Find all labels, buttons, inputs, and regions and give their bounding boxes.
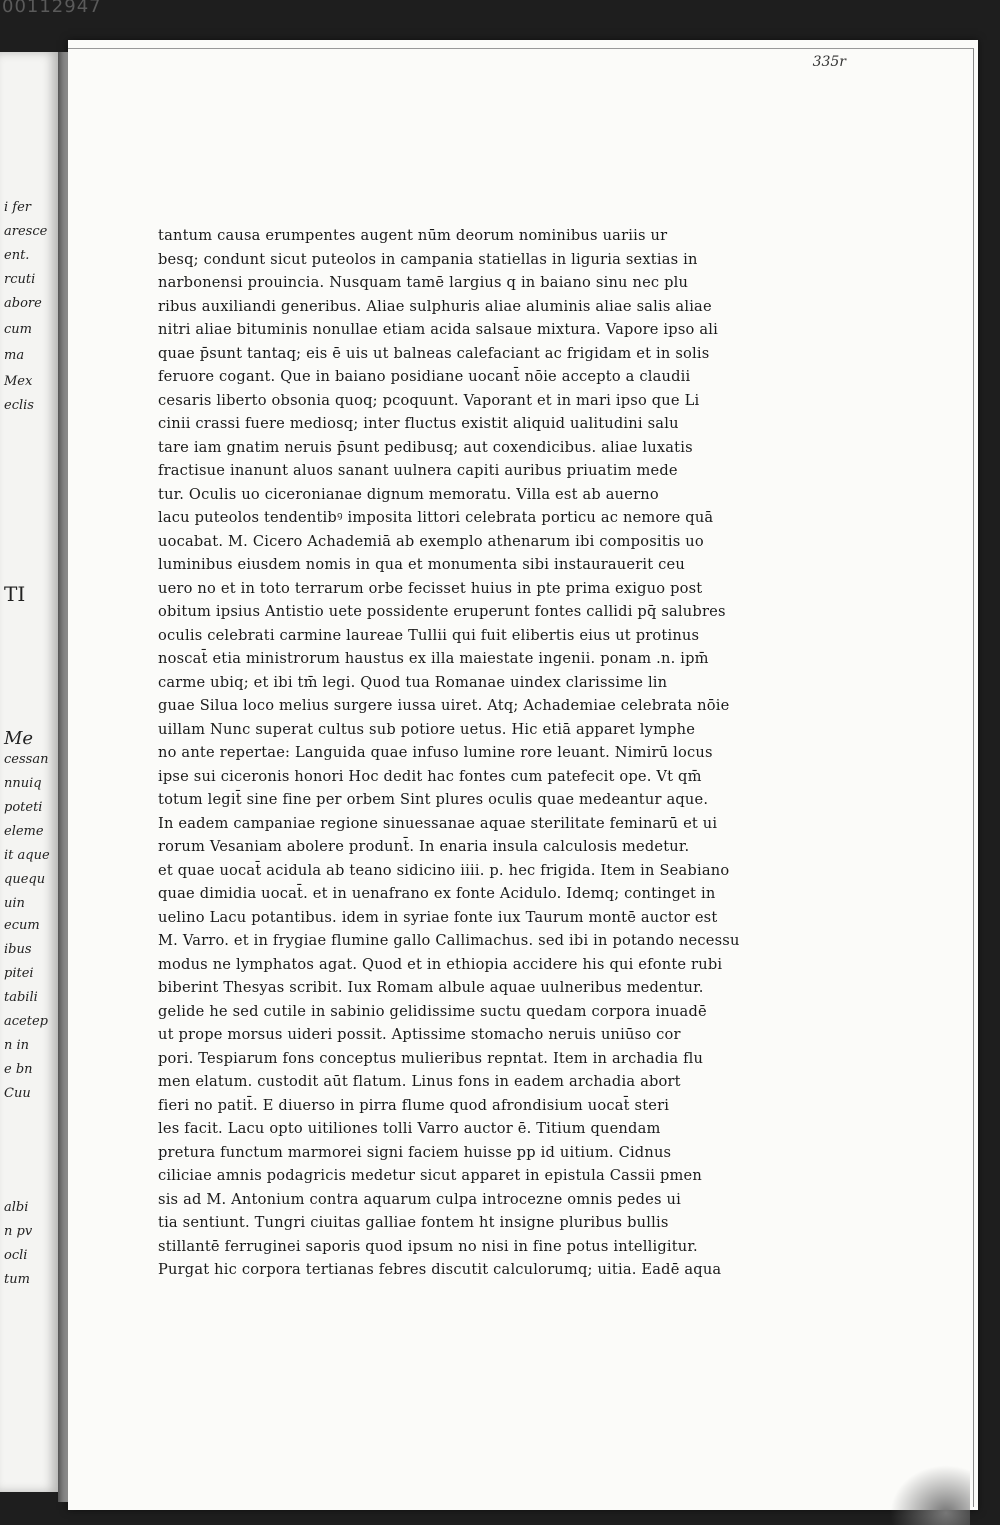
left-margin-fragment: eclis xyxy=(4,398,34,413)
left-margin-fragment: abore xyxy=(4,296,42,311)
left-margin-fragment: Me xyxy=(4,728,34,749)
left-margin-fragment: ecum xyxy=(4,918,40,933)
left-margin-fragment: acetep xyxy=(4,1014,48,1029)
left-margin-fragment: n in xyxy=(4,1038,30,1053)
text-line: fractisue inanunt aluos sanant uulnera capiti auribus priuatim mede xyxy=(158,462,678,479)
text-line: totum legit̄ sine fine per orbem Sint plures oculis quae medeantur aque. xyxy=(158,791,709,808)
left-margin-fragment: TI xyxy=(4,582,26,606)
left-margin-fragment: Cuu xyxy=(4,1086,31,1101)
left-margin-fragment: eleme xyxy=(4,824,44,839)
left-margin-fragment: pitei xyxy=(4,966,34,981)
left-margin-fragment: aresce xyxy=(4,224,48,239)
left-margin-fragment: e bn xyxy=(4,1062,33,1077)
left-margin-fragment: quequ xyxy=(4,872,46,887)
left-margin-fragment: tabili xyxy=(4,990,38,1005)
text-line: M. Varro. et in frygiae flumine gallo Callimachus. sed ibi in potando necessu xyxy=(158,932,740,949)
text-line: quae p̄sunt tantaq; eis ē uis ut balneas calefaciant ac frigidam et in solis xyxy=(158,344,710,362)
text-line: noscat̄ etia ministrorum haustus ex illa maiestate ingenii. ponam .n. ipm̄ xyxy=(158,650,709,667)
left-margin-fragment: ocli xyxy=(4,1248,28,1263)
text-line: nitri aliae bituminis nonullae etiam acida salsaue mixtura. Vapore ipso ali xyxy=(158,321,718,338)
left-page-edge xyxy=(0,52,61,1492)
text-line: ipse sui ciceronis honori Hoc dedit hac fontes cum patefecit ope. Vt qm̄ xyxy=(158,767,702,785)
text-line: obitum ipsius Antistio uete possidente eruperunt fontes callidi pq̄ salubres xyxy=(158,603,726,620)
text-line: ciliciae amnis podagricis medetur sicut apparet in epistula Cassii pmen xyxy=(158,1167,702,1184)
text-line: ut prope morsus uideri possit. Aptissime stomacho neruis uniūso cor xyxy=(158,1026,681,1043)
left-margin-fragment: nnuiq xyxy=(4,776,42,791)
text-line: pori. Tespiarum fons conceptus mulieribus repntat. Item in archadia flu xyxy=(158,1049,704,1067)
text-line: et quae uocat̄ acidula ab teano sidicino iiii. p. hec frigida. Item in Seabiano xyxy=(158,861,730,879)
left-margin-fragment: Mex xyxy=(4,374,33,389)
text-line: no ante repertae: Languida quae infuso lumine rore leuant. Nimirū locus xyxy=(158,744,713,761)
text-line: biberint Thesyas scribit. Iux Romam albule aquae uulneribus medentur. xyxy=(158,979,704,996)
text-line: cesaris liberto obsonia quoq; pcoquunt. Vaporant et in mari ipso que Li xyxy=(158,391,700,409)
text-line: uocabat. M. Cicero Achademiā ab exemplo athenarum ibi compositis uo xyxy=(158,532,704,550)
text-line: les facit. Lacu opto uitiliones tolli Varro auctor ē. Titium quendam xyxy=(158,1120,661,1137)
left-margin-fragment: ibus xyxy=(4,942,32,957)
text-block xyxy=(158,224,838,1282)
text-line: tantum causa erumpentes augent nūm deorum nominibus uariis ur xyxy=(158,227,668,244)
text-line: tia sentiunt. Tungri ciuitas galliae fontem ht insigne pluribus bullis xyxy=(158,1214,669,1231)
text-line: pretura functum marmorei signi faciem huisse pp id uitium. Cidnus xyxy=(158,1143,672,1161)
text-line: uero no et in toto terrarum orbe fecisset huius in pte prima exiguo post xyxy=(158,579,703,597)
text-line: narbonensi prouincia. Nusquam tamē largius q in baiano sinu nec plu xyxy=(158,274,689,291)
text-line: uillam Nunc superat cultus sub potiore uetus. Hic etiā apparet lymphe xyxy=(158,720,696,738)
manuscript-page xyxy=(68,40,978,1510)
text-line: Purgat hic corpora tertianas febres discutit calculorumq; uitia. Eadē aqua xyxy=(158,1261,722,1278)
folio-number: 335r xyxy=(812,54,846,70)
left-margin-fragment: rcuti xyxy=(4,272,36,287)
text-line: stillantē ferruginei saporis quod ipsum no nisi in fine potus intelligitur. xyxy=(158,1237,698,1255)
text-line: carme ubiq; et ibi tm̄ legi. Quod tua Romanae uindex clarissime lin xyxy=(158,673,668,691)
text-line: cinii crassi fuere mediosq; inter fluctus existit aliquid ualitudini salu xyxy=(158,415,679,432)
left-margin-fragment: uin xyxy=(4,896,25,911)
left-margin-fragment: i fer xyxy=(4,200,32,215)
left-margin-fragment: cessan xyxy=(4,752,49,767)
left-margin-fragment: tum xyxy=(4,1272,30,1287)
text-line: fieri no patit̄. E diuerso in pirra flume quod afrondisium uocat̄ steri xyxy=(158,1096,670,1114)
text-line: rorum Vesaniam abolere produnt̄. In enaria insula calculosis medetur. xyxy=(158,838,690,855)
left-margin-fragment: ma xyxy=(4,348,25,363)
text-line: uelino Lacu potantibus. idem in syriae fonte iux Taurum montē auctor est xyxy=(158,908,718,926)
finger-shadow xyxy=(890,1465,970,1525)
text-line: tur. Oculis uo ciceronianae dignum memoratu. Villa est ab auerno xyxy=(158,485,659,503)
archive-mark: 00112947 xyxy=(2,0,102,17)
left-margin-fragment: it aque xyxy=(4,848,50,863)
text-line: gelide he sed cutile in sabinio gelidissime suctu quedam corpora inuadē xyxy=(158,1002,707,1020)
left-margin-fragment: albi xyxy=(4,1200,29,1215)
left-margin-fragment: cum xyxy=(4,322,32,337)
text-line: oculis celebrati carmine laureae Tullii qui fuit elibertis eius ut protinus xyxy=(158,626,700,644)
text-line: modus ne lymphatos agat. Quod et in ethiopia accidere his qui efonte rubi xyxy=(158,955,723,973)
text-line: men elatum. custodit aūt flatum. Linus fons in eadem archadia abort xyxy=(158,1073,681,1090)
text-line: tare iam gnatim neruis p̄sunt pedibusq; aut coxendicibus. aliae luxatis xyxy=(158,438,693,456)
text-line: sis ad M. Antonium contra aquarum culpa introcezne omnis pedes ui xyxy=(158,1190,682,1208)
text-line: guae Silua loco melius surgere iussa uiret. Atq; Achademiae celebrata nōie xyxy=(158,697,730,714)
text-line: In eadem campaniae regione sinuessanae aquae sterilitate feminarū et ui xyxy=(158,814,718,832)
left-margin-fragment: poteti xyxy=(4,800,43,815)
text-line: feruore cogant. Que in baiano posidiane uocant̄ nōie accepto a claudii xyxy=(158,368,691,385)
text-line: lacu puteolos tendentibꝰ imposita littori celebrata porticu ac nemore quā xyxy=(158,509,714,526)
left-margin-fragment: n pv xyxy=(4,1224,33,1239)
text-line: luminibus eiusdem nomis in qua et monumenta sibi instaurauerit ceu xyxy=(158,556,685,573)
text-line: quae dimidia uocat̄. et in uenafrano ex fonte Acidulo. Idemq; continget in xyxy=(158,885,716,902)
text-line: besq; condunt sicut puteolos in campania statiellas in liguria sextias in xyxy=(158,250,698,268)
left-margin-fragment: ent. xyxy=(4,248,30,263)
text-line: ribus auxiliandi generibus. Aliae sulphuris aliae aluminis aliae salis aliae xyxy=(158,297,712,315)
